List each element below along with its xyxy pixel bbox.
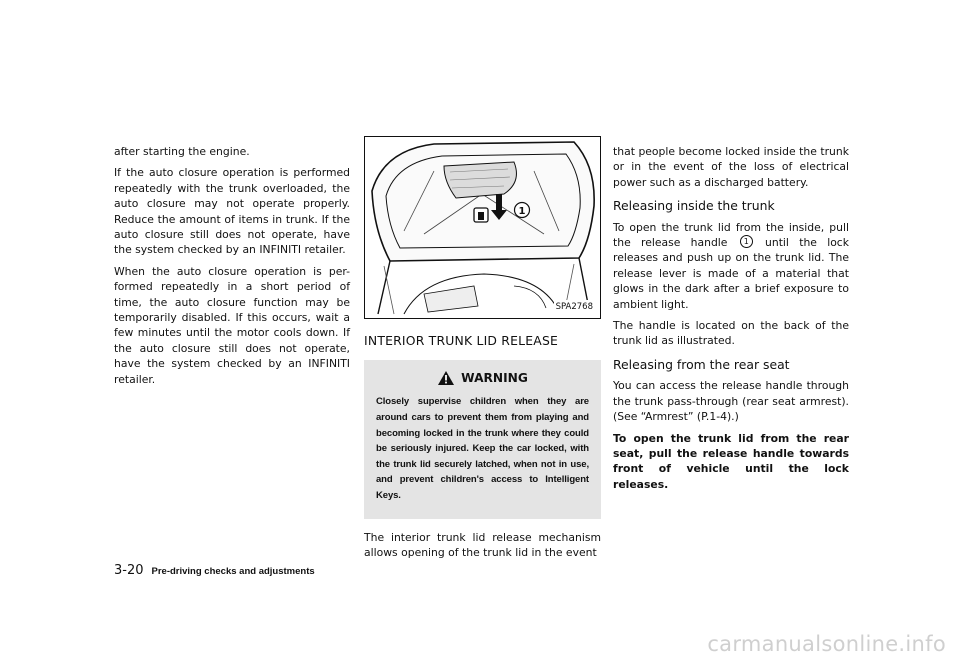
warning-text: Closely supervise children when they are around cars to prevent them from playing and becoming locked in the trunk where they could be seriously injured. Keep the car locked, with the trunk lid securely latched, when not in use, and prevent children's access to Intelligent Keys.	[376, 396, 589, 501]
callout-number: 1	[518, 206, 526, 217]
paragraph-release-handle	[613, 220, 849, 312]
paragraph: If the auto closure operation is performed repeatedly with the trunk overloaded, the auto closure may not operate properly. Reduce the amount of items in trunk. If the auto closure still does not operate, have the system checked by an INFINITI retailer.	[114, 166, 350, 257]
chapter-title: Pre-driving checks and adjustments	[151, 566, 315, 577]
right-column	[613, 144, 849, 498]
text-segment: To open the trunk lid from the inside, pull the release handle	[613, 220, 849, 250]
watermark: carmanualsonline.info	[707, 632, 946, 656]
warning-triangle-icon	[437, 370, 455, 386]
paragraph: that people become locked inside the trunk or in the event of the loss of electrical power such as a discharged battery.	[613, 145, 849, 189]
trunk-lid-drawing	[364, 136, 601, 319]
middle-column	[364, 144, 601, 560]
paragraph: The handle is located on the back of the trunk lid as illustrated.	[613, 319, 849, 348]
section-title: INTERIOR TRUNK LID RELEASE	[364, 333, 559, 348]
subheading-inside-trunk: Releasing inside the trunk	[613, 198, 775, 214]
paragraph-bold: To open the trunk lid from the rear seat, pull the release handle towards front of vehicle until the lock releases.	[613, 431, 849, 491]
text-segment: until the lock releases and push up on the trunk lid. The release lever is made of a material that glows in the dark after a brief exposure to ambient light.	[613, 236, 849, 311]
paragraph: You can access the release handle through the trunk pass-through (rear seat armrest). (See “Armrest” (P.1-4).)	[613, 379, 849, 424]
left-column	[114, 144, 350, 393]
paragraph: The interior trunk lid release mechanism allows opening of the trunk lid in the event	[364, 530, 601, 559]
subheading-rear-seat: Releasing from the rear seat	[613, 356, 790, 372]
paragraph: after starting the engine.	[114, 145, 250, 158]
warning-box	[364, 360, 601, 518]
callout-marker: 1	[740, 235, 753, 248]
warning-header	[376, 370, 589, 386]
figure-code: SPA2768	[554, 300, 595, 315]
page-number: 3-20	[114, 563, 144, 578]
warning-title: WARNING	[461, 370, 528, 385]
paragraph: When the auto closure operation is per-formed repeatedly in a short period of time, the auto closure function may be temporarily disabled. If this occurs, wait a few minutes until the motor cools down. If the auto closure still does not operate, have the system checked by an INFINITI retailer.	[114, 264, 350, 386]
trunk-lid-illustration	[364, 136, 601, 319]
page-footer	[114, 563, 315, 578]
